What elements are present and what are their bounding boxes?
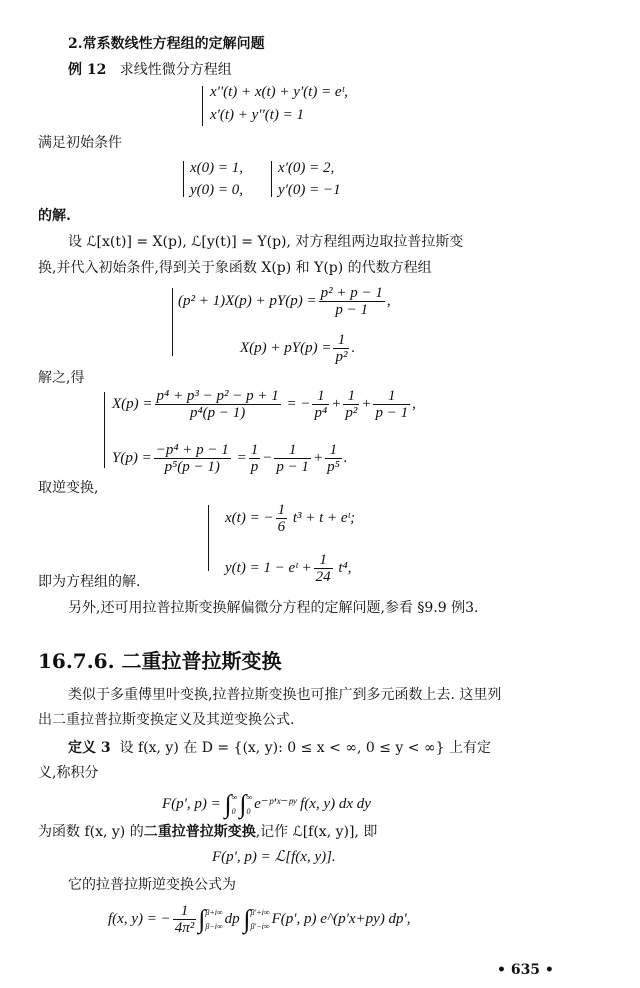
equation: x(0) = 1, (190, 160, 244, 176)
op: + (361, 395, 372, 412)
integral-sign: ∫ (239, 789, 247, 819)
integral-sign: ∫ (243, 904, 251, 934)
integrand: F(p', p) e^(p'x+py) dp', (271, 910, 411, 927)
text-line (38, 823, 377, 841)
section-heading: 16.7.6. 二重拉普拉斯变换 (38, 649, 282, 673)
definition-text: 设 f(x, y) 在 D = {(x, y): 0 ≤ x < ∞, 0 ≤ y < ∞} 上有定 (119, 740, 491, 756)
equation: x'(0) = 2, (278, 160, 335, 176)
limits (251, 906, 270, 934)
fraction (343, 388, 359, 421)
text-line: 即为方程组的解. (38, 574, 141, 590)
text-line: 设 ℒ[x(t)] = X(p), ℒ[y(t)] = Y(p), 对方程组两边取拉普拉斯变 (68, 234, 464, 250)
definition-line (68, 739, 491, 757)
integrand: e⁻ᵖ'ˣ⁻ᵖʸ f(x, y) dx dy (254, 796, 371, 812)
lhs: X(p) + pY(p) = (240, 339, 332, 356)
brace (202, 86, 203, 126)
page-number: • 635 • (497, 962, 554, 978)
text-line: 的解. (38, 208, 71, 224)
example-heading (68, 61, 232, 79)
limits (246, 791, 252, 819)
brace (172, 288, 173, 356)
lower-limit: 0 (246, 806, 251, 816)
lhs: y(t) = 1 − eᵗ + (225, 559, 312, 576)
lower-limit: β−i∞ (205, 921, 223, 931)
limits (205, 906, 222, 934)
fraction (249, 442, 261, 475)
denominator: p − 1 (335, 302, 369, 318)
equation: F(p', p) = ℒ[f(x, y)]. (212, 849, 336, 865)
brace (271, 161, 272, 197)
equation (178, 285, 391, 318)
upper-limit: β'+i∞ (250, 907, 270, 917)
upper-limit: β+i∞ (205, 907, 223, 917)
denominator: 6 (277, 519, 286, 535)
equation: x''(t) + x(t) + y'(t) = eᵗ, (210, 84, 348, 100)
brace (208, 505, 209, 571)
fraction (173, 903, 197, 936)
op: − (262, 449, 273, 466)
integral-sign: ∫ (198, 904, 206, 934)
fraction (276, 502, 288, 535)
equation (225, 552, 352, 585)
equation (112, 388, 416, 421)
text-line: 出二重拉普拉斯变换定义及其逆变换公式. (38, 712, 295, 728)
numerator: 1 (274, 442, 311, 459)
denominator: p⁵(p − 1) (164, 459, 220, 475)
equation: x'(t) + y''(t) = 1 (210, 107, 304, 123)
numerator: 1 (373, 388, 410, 405)
numerator: 1 (173, 903, 197, 920)
equation: y(0) = 0, (190, 182, 244, 198)
example-text: 求线性微分方程组 (119, 62, 232, 78)
fraction (325, 442, 342, 475)
differential: dp (224, 910, 240, 927)
fraction (319, 285, 385, 318)
fraction (373, 388, 410, 421)
fraction (312, 388, 329, 421)
denominator: p − 1 (375, 405, 409, 421)
numerator: 1 (333, 332, 349, 349)
denominator: p (250, 459, 259, 475)
op: + (312, 449, 324, 466)
text-line: 类似于多重傅里叶变换,拉普拉斯变换也可推广到多元函数上去. 这里列 (68, 687, 502, 703)
integral-sign: ∫ (224, 789, 232, 819)
upper-limit: ∞ (231, 792, 238, 802)
op: = − (286, 395, 311, 412)
lower-limit: 0 (231, 806, 236, 816)
fraction (314, 552, 333, 585)
denominator: p⁵ (327, 459, 340, 475)
numerator: 1 (277, 502, 286, 518)
example-label: 例 12 (68, 62, 107, 78)
equation (108, 903, 411, 936)
numerator: p² + p − 1 (320, 285, 383, 301)
rest: t³ + t + eᵗ; (292, 509, 356, 526)
lhs: F(p', p) = (162, 796, 221, 812)
punct: . (351, 339, 356, 356)
lower-limit: β'−i∞ (250, 921, 270, 931)
op: + (331, 395, 342, 412)
denominator: p⁴(p − 1) (189, 405, 246, 421)
text-line: 换,并代入初始条件,得到关于象函数 X(p) 和 Y(p) 的代数方程组 (38, 260, 432, 276)
numerator: 1 (250, 442, 259, 458)
fraction (274, 442, 311, 475)
lhs: f(x, y) = − (108, 910, 171, 927)
text-line: 它的拉普拉斯逆变换公式为 (68, 877, 236, 893)
lhs: X(p) = (112, 395, 153, 412)
text-line: 解之,得 (38, 370, 85, 386)
upper-limit: ∞ (246, 792, 253, 802)
op: = (236, 449, 247, 466)
lhs: x(t) = − (225, 509, 274, 526)
equation: y'(0) = −1 (278, 182, 341, 198)
text-line: 另外,还可用拉普拉斯变换解偏微分方程的定解问题,参看 §9.9 例3. (68, 600, 479, 616)
text-line: 取逆变换, (38, 480, 99, 496)
equation (240, 332, 355, 365)
denominator: p² (345, 405, 358, 421)
denominator: p − 1 (276, 459, 309, 475)
numerator: p⁴ + p³ − p² − p + 1 (156, 388, 279, 404)
numerator: 1 (314, 552, 333, 569)
text-line: 满足初始条件 (38, 135, 122, 151)
denominator: p² (335, 349, 348, 365)
lhs: Y(p) = (112, 449, 152, 466)
numerator: −p⁴ + p − 1 (155, 442, 229, 458)
equation (162, 790, 371, 819)
text: ,记作 ℒ[f(x, y)], 即 (255, 824, 378, 840)
definition-label: 定义 3 (68, 740, 111, 756)
equation (225, 502, 355, 535)
brace (104, 392, 105, 468)
lhs: (p² + 1)X(p) + pY(p) = (178, 292, 317, 309)
numerator: 1 (312, 388, 329, 405)
brace (183, 161, 184, 197)
term: 二重拉普拉斯变换 (143, 824, 256, 840)
fraction (155, 388, 281, 421)
denominator: 4π² (174, 920, 195, 936)
text: 为函数 f(x, y) 的 (38, 824, 144, 840)
denominator: p⁴ (314, 405, 328, 421)
numerator: 1 (343, 388, 359, 405)
denominator: 24 (315, 569, 331, 585)
numerator: 1 (325, 442, 342, 459)
fraction (333, 332, 349, 365)
limits (232, 791, 238, 819)
fraction (154, 442, 231, 475)
subsection-title: 2.常系数线性方程组的定解问题 (68, 36, 265, 52)
punct: , (412, 395, 416, 412)
text-line: 义,称积分 (38, 765, 99, 781)
punct: . (343, 449, 348, 466)
rest: t⁴, (338, 559, 352, 576)
equation (112, 442, 348, 475)
punct: , (386, 292, 391, 309)
